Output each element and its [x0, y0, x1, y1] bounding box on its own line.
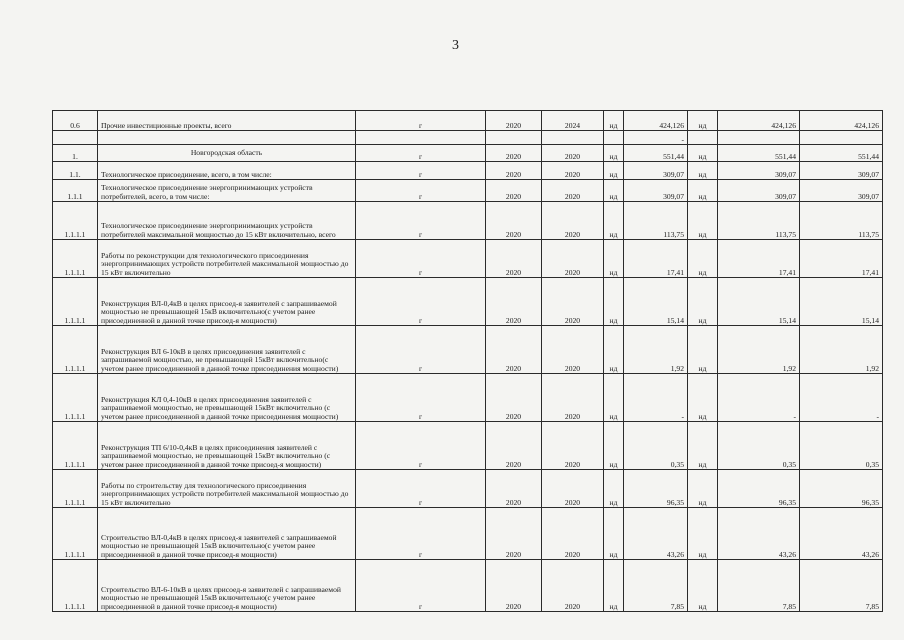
- cell-v2: 424,126: [718, 111, 800, 131]
- cell-v2: 43,26: [718, 508, 800, 560]
- cell-nd2: нд: [688, 470, 718, 508]
- cell-name: Строительство ВЛ-0,4кВ в целях присоед-я заявителей с запрашиваемой мощностью не превышающей 15кВ включительно(с учетом ранее присоединенной в данной точке присоед-я мощности): [98, 508, 356, 560]
- cell-year-start: 2020: [486, 240, 542, 278]
- cell-v3: 0,35: [800, 422, 883, 470]
- cell-v2: 15,14: [718, 278, 800, 326]
- table-row: [53, 131, 883, 145]
- cell-v3: 7,85: [800, 560, 883, 612]
- table-row: [53, 202, 883, 240]
- cell-name: Новгородская область: [98, 145, 356, 162]
- table-row: [53, 508, 883, 560]
- cell-year-end: 2020: [542, 180, 604, 202]
- cell-year-start: 2020: [486, 278, 542, 326]
- cell-v2: 309,07: [718, 162, 800, 180]
- table-row: [53, 422, 883, 470]
- cell-year-end: 2020: [542, 278, 604, 326]
- cell-name: Технологическое присоединение энергопринимающих устройств потребителей, всего, в том числе:: [98, 180, 356, 202]
- cell-code: 1.1.1.1: [53, 278, 98, 326]
- cell-v1: 7,85: [624, 560, 688, 612]
- cell-name: Работы по реконструкции для технологического присоединения энергопринимающих устройств потребителей максимальной мощностью до 15 кВт включительно: [98, 240, 356, 278]
- cell-v3: 424,126: [800, 111, 883, 131]
- cell-year-start: 2020: [486, 508, 542, 560]
- cell-year-start: 2020: [486, 145, 542, 162]
- cell-year-start: 2020: [486, 111, 542, 131]
- cell-code: 1.: [53, 145, 98, 162]
- cell-v3: 1,92: [800, 326, 883, 374]
- cell-name: Прочие инвестиционные проекты, всего: [98, 111, 356, 131]
- cell-code: 1.1.1.1: [53, 508, 98, 560]
- cell-v3: 551,44: [800, 145, 883, 162]
- cell-code: 1.1.1.1: [53, 202, 98, 240]
- cell-nd1: нд: [604, 180, 624, 202]
- cell-name: [98, 131, 356, 145]
- cell-v2: -: [718, 374, 800, 422]
- cell-year-end: 2020: [542, 470, 604, 508]
- cell-v3: 15,14: [800, 278, 883, 326]
- cell-v2: 96,35: [718, 470, 800, 508]
- cell-v3: 309,07: [800, 180, 883, 202]
- table-row: [53, 145, 883, 162]
- cell-year-start: 2020: [486, 202, 542, 240]
- cell-nd2: нд: [688, 111, 718, 131]
- cell-code: 1.1.1: [53, 180, 98, 202]
- page-number: 3: [452, 38, 459, 53]
- cell-year-start: 2020: [486, 162, 542, 180]
- cell-v1: 113,75: [624, 202, 688, 240]
- cell-nd2: нд: [688, 326, 718, 374]
- cell-v1: 43,26: [624, 508, 688, 560]
- cell-name: Реконструкция ВЛ 6-10кВ в целях присоединения заявителей с запрашиваемой мощностью, не превышающей 15кВт включительно(с учетом ранее присоединенной в данной точке присоединения мощности): [98, 326, 356, 374]
- cell-nd2: нд: [688, 145, 718, 162]
- cell-v1: -: [624, 374, 688, 422]
- table-row: [53, 374, 883, 422]
- cell-code: [53, 131, 98, 145]
- cell-type: г: [356, 162, 486, 180]
- cell-nd1: [604, 131, 624, 145]
- cell-nd2: нд: [688, 202, 718, 240]
- cell-type: г: [356, 278, 486, 326]
- cell-v3: 17,41: [800, 240, 883, 278]
- cell-code: 1.1.1.1: [53, 422, 98, 470]
- cell-nd2: нд: [688, 180, 718, 202]
- cell-type: г: [356, 111, 486, 131]
- cell-year-end: 2020: [542, 162, 604, 180]
- cell-type: г: [356, 202, 486, 240]
- cell-v2: 1,92: [718, 326, 800, 374]
- cell-name: Работы по строительству для технологического присоединения энергопринимающих устройств потребителей максимальной мощностью до 15 кВт включительно: [98, 470, 356, 508]
- cell-year-end: 2020: [542, 508, 604, 560]
- table-row: [53, 111, 883, 131]
- cell-year-end: 2020: [542, 422, 604, 470]
- cell-v1: 0,35: [624, 422, 688, 470]
- cell-code: 1.1.: [53, 162, 98, 180]
- cell-type: г: [356, 560, 486, 612]
- cell-name: Реконструкция КЛ 0,4-10кВ в целях присоединения заявителей с запрашиваемой мощностью, не превышающей 15кВт включительно (с учетом ранее присоединенной в данной точке присоединения мощности): [98, 374, 356, 422]
- cell-nd2: нд: [688, 560, 718, 612]
- cell-type: г: [356, 374, 486, 422]
- investment-table: [52, 110, 883, 612]
- cell-code: 1.1.1.1: [53, 470, 98, 508]
- cell-type: г: [356, 470, 486, 508]
- cell-type: г: [356, 180, 486, 202]
- cell-v2: 309,07: [718, 180, 800, 202]
- cell-nd2: нд: [688, 278, 718, 326]
- cell-year-start: 2020: [486, 326, 542, 374]
- table-row: [53, 470, 883, 508]
- cell-year-end: 2020: [542, 145, 604, 162]
- table-row: [53, 326, 883, 374]
- cell-nd1: нд: [604, 278, 624, 326]
- cell-nd2: нд: [688, 508, 718, 560]
- cell-type: г: [356, 508, 486, 560]
- cell-code: 0.6: [53, 111, 98, 131]
- cell-v3: 96,35: [800, 470, 883, 508]
- cell-nd1: нд: [604, 111, 624, 131]
- cell-code: 1.1.1.1: [53, 326, 98, 374]
- cell-v2: 0,35: [718, 422, 800, 470]
- cell-code: 1.1.1.1: [53, 374, 98, 422]
- cell-year-start: [486, 131, 542, 145]
- cell-v2: [718, 131, 800, 145]
- cell-year-end: [542, 131, 604, 145]
- cell-nd1: нд: [604, 422, 624, 470]
- cell-nd1: нд: [604, 374, 624, 422]
- cell-year-end: 2020: [542, 240, 604, 278]
- cell-v3: 309,07: [800, 162, 883, 180]
- cell-v1: 309,07: [624, 162, 688, 180]
- cell-type: [356, 131, 486, 145]
- cell-name: Строительство ВЛ-6-10кВ в целях присоед-я заявителей с запрашиваемой мощностью не превышающей 15кВ включительно(с учетом ранее присоединенной в данной точке присоед-я мощности): [98, 560, 356, 612]
- cell-nd1: нд: [604, 508, 624, 560]
- cell-name: Реконструкция ВЛ-0,4кВ в целях присоед-я заявителей с запрашиваемой мощностью не превышающей 15кВ включительно(с учетом ранее присоединенной в данной точке присоед-я мощности): [98, 278, 356, 326]
- cell-v1: 551,44: [624, 145, 688, 162]
- cell-name: Технологическое присоединение энергопринимающих устройств потребителей максимальной мощностью до 15 кВт включительно, всего: [98, 202, 356, 240]
- cell-name: Реконструкция ТП 6/10-0,4кВ в целях присоединения заявителей с запрашиваемой мощностью, не превышающей 15кВт включительно (с учетом ранее присоединенной в данной точке присоед-я мощности): [98, 422, 356, 470]
- cell-year-end: 2020: [542, 202, 604, 240]
- cell-v3: -: [800, 374, 883, 422]
- cell-v3: 43,26: [800, 508, 883, 560]
- cell-nd2: [688, 131, 718, 145]
- cell-year-start: 2020: [486, 560, 542, 612]
- cell-v1: 96,35: [624, 470, 688, 508]
- cell-year-start: 2020: [486, 180, 542, 202]
- cell-year-end: 2020: [542, 374, 604, 422]
- cell-nd1: нд: [604, 202, 624, 240]
- cell-v1: -: [624, 131, 688, 145]
- cell-name: Технологическое присоединение, всего, в том числе:: [98, 162, 356, 180]
- cell-nd2: нд: [688, 374, 718, 422]
- cell-year-start: 2020: [486, 470, 542, 508]
- cell-nd1: нд: [604, 560, 624, 612]
- cell-year-end: 2020: [542, 326, 604, 374]
- cell-year-end: 2024: [542, 111, 604, 131]
- cell-v1: 309,07: [624, 180, 688, 202]
- table-row: [53, 180, 883, 202]
- cell-v1: 424,126: [624, 111, 688, 131]
- cell-nd1: нд: [604, 162, 624, 180]
- table-row: [53, 278, 883, 326]
- cell-year-end: 2020: [542, 560, 604, 612]
- cell-type: г: [356, 145, 486, 162]
- cell-nd2: нд: [688, 240, 718, 278]
- cell-year-start: 2020: [486, 374, 542, 422]
- cell-code: 1.1.1.1: [53, 240, 98, 278]
- cell-nd2: нд: [688, 422, 718, 470]
- cell-nd1: нд: [604, 326, 624, 374]
- table-row: [53, 240, 883, 278]
- cell-code: 1.1.1.1: [53, 560, 98, 612]
- cell-nd1: нд: [604, 470, 624, 508]
- cell-nd1: нд: [604, 145, 624, 162]
- cell-v2: 113,75: [718, 202, 800, 240]
- cell-v2: 551,44: [718, 145, 800, 162]
- cell-v2: 7,85: [718, 560, 800, 612]
- cell-v1: 17,41: [624, 240, 688, 278]
- table-row: [53, 560, 883, 612]
- cell-v3: [800, 131, 883, 145]
- table-row: [53, 162, 883, 180]
- cell-year-start: 2020: [486, 422, 542, 470]
- cell-type: г: [356, 422, 486, 470]
- cell-v1: 1,92: [624, 326, 688, 374]
- cell-nd1: нд: [604, 240, 624, 278]
- cell-v3: 113,75: [800, 202, 883, 240]
- cell-type: г: [356, 240, 486, 278]
- cell-nd2: нд: [688, 162, 718, 180]
- cell-v2: 17,41: [718, 240, 800, 278]
- cell-type: г: [356, 326, 486, 374]
- cell-v1: 15,14: [624, 278, 688, 326]
